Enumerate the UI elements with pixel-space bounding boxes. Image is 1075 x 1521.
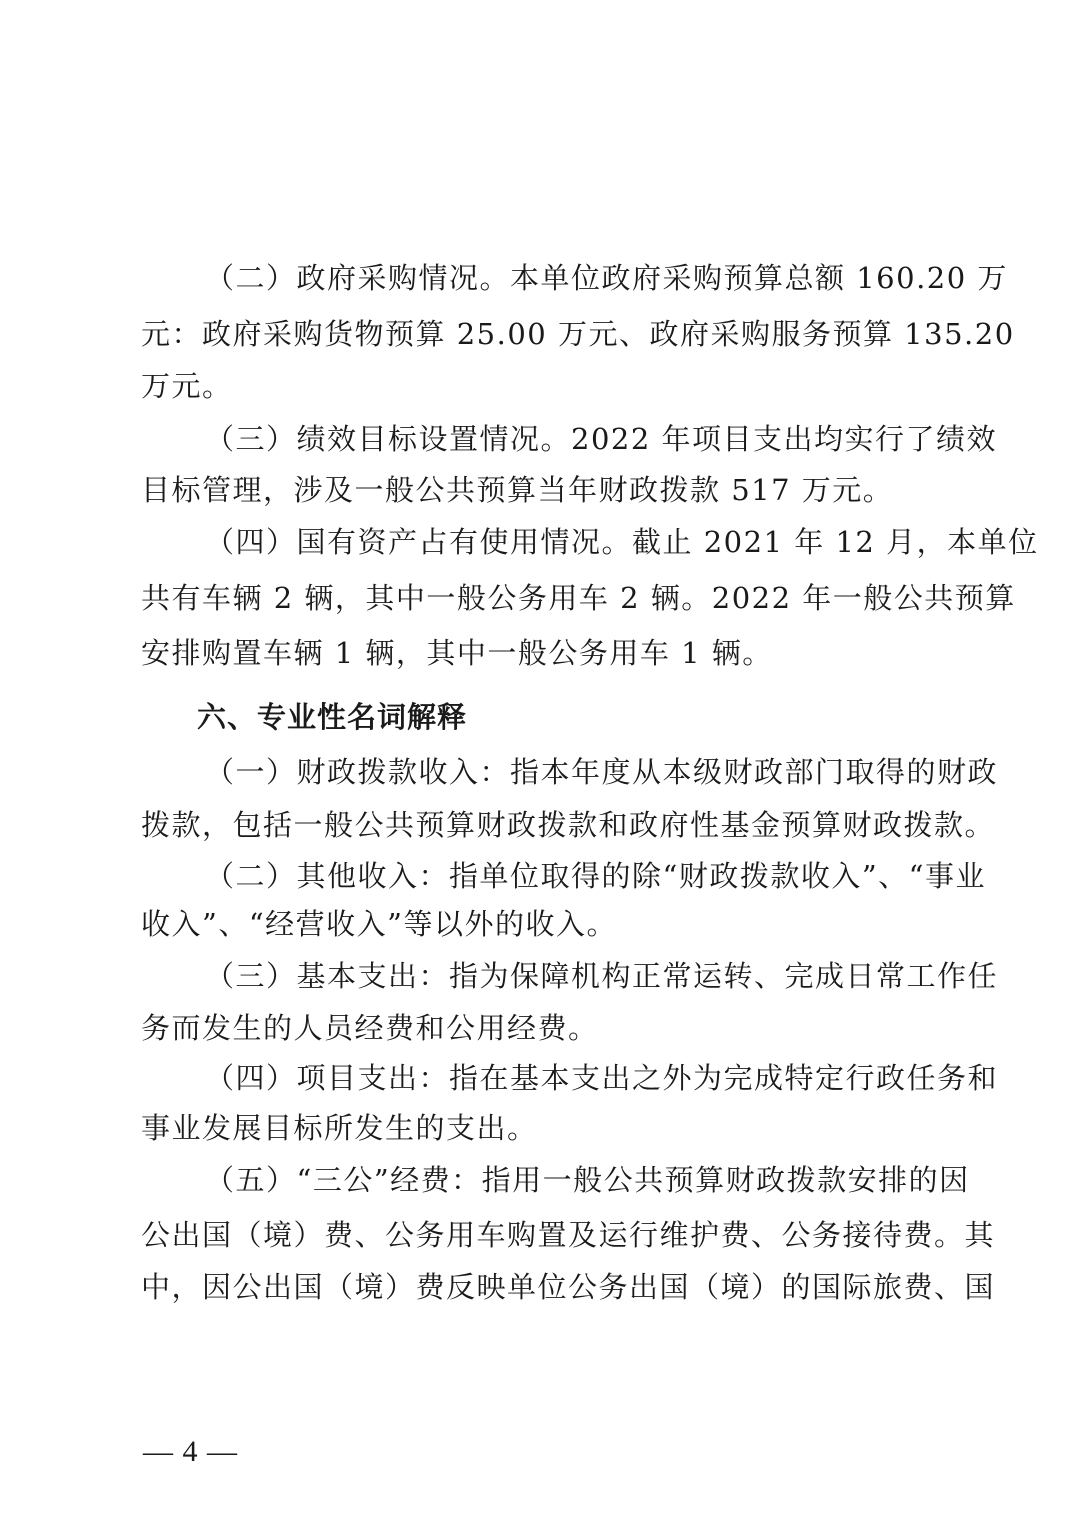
definition-line: （三）基本支出：指为保障机构正常运转、完成日常工作任 <box>205 959 999 993</box>
paragraph-line: （四）国有资产占有使用情况。截止 2021 年 12 月，本单位 <box>205 525 1039 559</box>
section-heading: 六、专业性名词解释 <box>197 700 468 734</box>
definition-line: （五）“三公”经费：指用一般公共预算财政拨款安排的因 <box>205 1163 970 1197</box>
paragraph-line: 安排购置车辆 1 辆，其中一般公务用车 1 辆。 <box>141 636 773 670</box>
definition-line: 务而发生的人员经费和公用经费。 <box>141 1011 599 1045</box>
definition-line: 公出国（境）费、公务用车购置及运行维护费、公务接待费。其 <box>141 1218 996 1252</box>
paragraph-line: （二）政府采购情况。本单位政府采购预算总额 160.20 万 <box>205 261 1008 295</box>
paragraph-line: 共有车辆 2 辆，其中一般公务用车 2 辆。2022 年一般公共预算 <box>141 581 1016 615</box>
definition-line: （四）项目支出：指在基本支出之外为完成特定行政任务和 <box>205 1061 999 1095</box>
paragraph-line: 万元。 <box>141 369 233 403</box>
definition-line: 拨款，包括一般公共预算财政拨款和政府性基金预算财政拨款。 <box>141 808 996 842</box>
paragraph-line: 目标管理，涉及一般公共预算当年财政拨款 517 万元。 <box>141 473 894 507</box>
definition-line: 中，因公出国（境）费反映单位公务出国（境）的国际旅费、国 <box>141 1270 996 1304</box>
definition-line: （一）财政拨款收入：指本年度从本级财政部门取得的财政 <box>205 755 999 789</box>
paragraph-line: （三）绩效目标设置情况。2022 年项目支出均实行了绩效 <box>205 422 998 456</box>
page-number: — 4 — <box>143 1435 238 1468</box>
definition-line: 事业发展目标所发生的支出。 <box>141 1111 538 1145</box>
paragraph-line: 元：政府采购货物预算 25.00 万元、政府采购服务预算 135.20 <box>141 317 1015 351</box>
definition-line: 收入”、“经营收入”等以外的收入。 <box>141 907 617 941</box>
definition-line: （二）其他收入：指单位取得的除“财政拨款收入”、“事业 <box>205 859 986 893</box>
